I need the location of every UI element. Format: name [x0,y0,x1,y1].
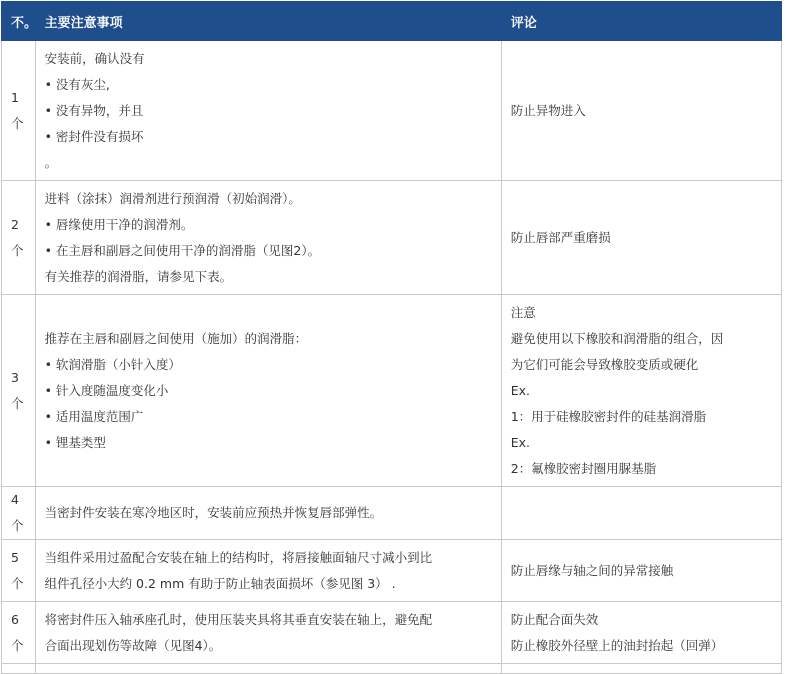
comment-line: 2：氟橡胶密封圈用脲基脂 [510,460,657,476]
table-row [2,181,782,295]
precautions-table [1,1,782,674]
comment-cell [501,181,781,295]
row-number: 5个 [2,540,36,602]
header-no: 不。 [2,2,36,41]
header-comment: 评论 [501,2,781,41]
comment-line: Ex. [510,434,530,450]
main-line: 将密封件压入轴承座孔时，使用压装夹具将其垂直安装在轴上，避免配 [44,611,433,627]
main-line: 有关推荐的润滑脂，请参见下表。 [44,268,233,284]
main-line: 当组件采用过盈配合安装在轴上的结构时，将唇接触面轴尺寸减小到比 [44,549,433,565]
main-line: • 软润滑脂（小针入度） [44,356,181,372]
main-line: • 锂基类型 [44,434,106,450]
comment-line: 防止橡胶外径壁上的油封抬起（回弹） [510,637,724,653]
table-row [2,487,782,540]
main-line: 。 [44,154,58,170]
comment-line: 防止唇部严重磨损 [510,229,611,245]
row-number: 6个 [2,602,36,664]
main-line: • 适用温度范围广 [44,408,144,424]
main-line: • 唇缘使用干净的润滑剂。 [44,216,194,232]
comment-cell [501,487,781,540]
row-number: 2个 [2,181,36,295]
comment-cell [501,41,781,181]
comment-line: 1：用于硅橡胶密封件的硅基润滑脂 [510,408,707,424]
row-number: 3个 [2,295,36,487]
main-line: 推荐在主唇和副唇之间使用（施加）的润滑脂： [44,330,308,346]
main-cell [35,487,501,540]
main-cell [35,181,501,295]
table-row-partial [2,664,782,674]
comment-cell [501,540,781,602]
table-row [2,540,782,602]
main-line: 进料（涂抹）润滑剂进行预润滑（初始润滑）。 [44,190,301,206]
comment-line: 防止唇缘与轴之间的异常接触 [510,562,674,578]
main-cell [35,602,501,664]
comment-line: Ex. [510,382,530,398]
comment-line: 为它们可能会导致橡胶变质或硬化 [510,356,699,372]
empty-cell [501,664,781,674]
main-cell [35,540,501,602]
row-number: 1个 [2,41,36,181]
table-row [2,295,782,487]
comment-cell [501,295,781,487]
main-line: • 在主唇和副唇之间使用干净的润滑脂（见图2）。 [44,242,321,258]
table-row [2,602,782,664]
empty-cell [2,664,36,674]
comment-cell [501,602,781,664]
header-main-precautions: 主要注意事项 [35,2,501,41]
main-line: • 密封件没有损坏 [44,128,144,144]
main-line: • 没有灰尘, [44,76,110,92]
main-line: 当密封件安装在寒冷地区时，安装前应预热并恢复唇部弹性。 [44,505,383,520]
comment-line: 避免使用以下橡胶和润滑脂的组合，因 [510,330,724,346]
main-line: • 没有异物，并且 [44,102,144,118]
comment-line: 防止异物进入 [510,102,586,118]
main-line: 组件孔径小大约 0.2 mm 有助于防止轴表面损坏（参见图 3） . [44,575,396,591]
main-line: 安装前，确认没有 [44,50,145,66]
main-line: • 针入度随温度变化小 [44,382,169,398]
header-row [2,2,782,41]
comment-line: 注意 [510,304,536,320]
empty-cell [35,664,501,674]
comment-line: 防止配合面失效 [510,611,599,627]
row-number: 4个 [2,487,36,540]
main-line: 合面出现划伤等故障（见图4）。 [44,637,222,653]
main-cell [35,41,501,181]
main-cell [35,295,501,487]
table-row [2,41,782,181]
